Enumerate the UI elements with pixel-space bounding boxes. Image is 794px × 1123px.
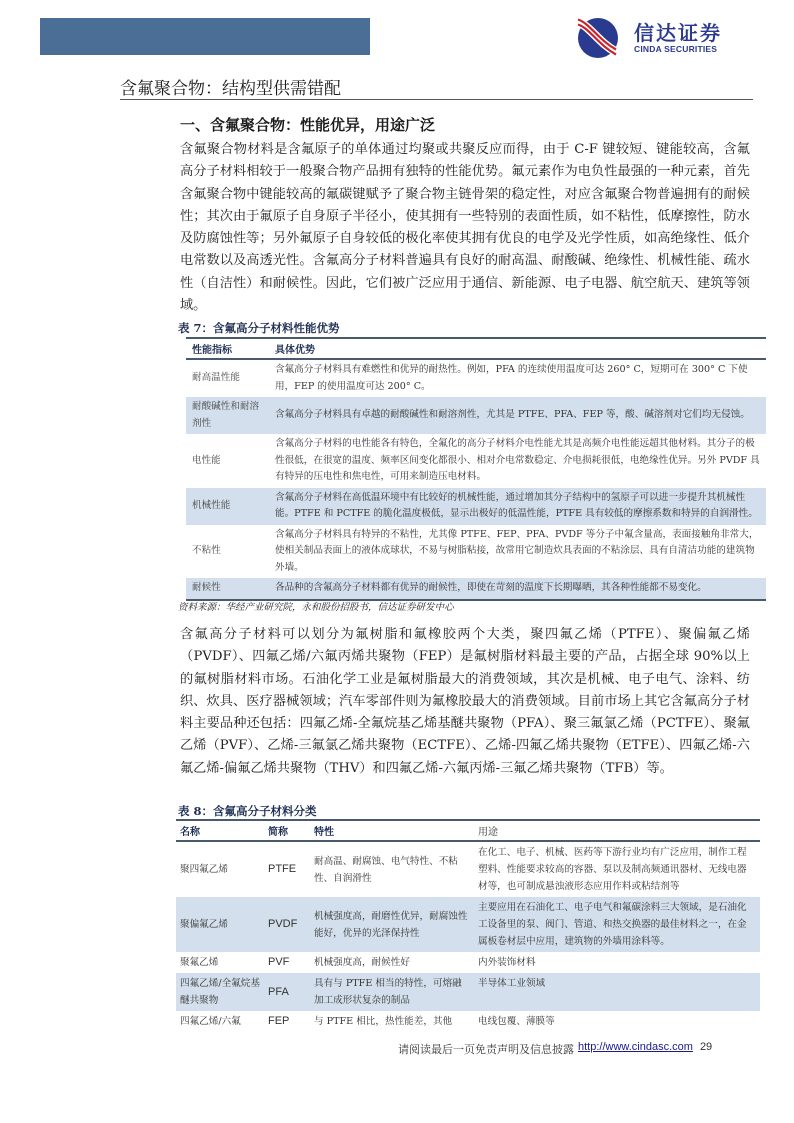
body-paragraph-2: 含氟高分子材料可以划分为氟树脂和氟橡胶两个大类，聚四氟乙烯（PTFE）、聚偏氟乙烯（PVDF）、四氟乙烯/六氟丙烯共聚物（FEP）是氟树脂材料最主要的产品，占据全球 90%以上的氟树脂材料市场。石油化学工业是氟树脂最大的消费领域，其次是机械、电子电气、涂料、纺织、炊具、医疗器械领域；汽车零部件则为氟橡胶最大的消费领域。目前市场上其它含氟高分子材料主要品种还包括：四氟乙烯-全氟烷基乙烯基醚共聚物（PFA）、聚三氟氯乙烯（PCTFE）、聚氟乙烯（PVF）、乙烯-三氟氯乙烯共聚物（ECTFE）、乙烯-四氟乙烯共聚物（ETFE）、四氟乙烯-六氟乙烯-偏氟乙烯共聚物（THV）和四氟乙烯-六氟丙烯-三氟乙烯共聚物（TFB）等。 bbox=[180, 627, 750, 776]
cinda-logo bbox=[576, 16, 766, 60]
logo-name-en: CINDA SECURITIES bbox=[634, 43, 718, 54]
table7-detail: 含氟高分子材料在高低温环境中有比较好的机械性能，通过增加其分子结构中的氢原子可以进一步提升其机械性能。PTFE 和 PCTFE 的脆化温度极低，显示出极好的低温性能，PTFE 具有较低的摩擦系数和特异的自润滑性。 bbox=[269, 488, 766, 525]
table-row bbox=[176, 1011, 760, 1032]
table8-abbr: PVDF bbox=[264, 897, 310, 952]
table7-caption: 表 7：含氟高分子材料性能优势 bbox=[178, 321, 340, 335]
table-row bbox=[176, 973, 760, 1011]
table7-metric: 耐高温性能 bbox=[192, 372, 240, 384]
table7-metric: 电性能 bbox=[192, 454, 221, 466]
table8-name: 聚偏氟乙烯 bbox=[176, 897, 264, 952]
table8-property: 耐高温、耐腐蚀、电气特性、不粘性、自润滑性 bbox=[314, 855, 458, 884]
table7-detail: 含氟高分子材料具有难燃性和优异的耐热性。例如，PFA 的连续使用温度可达 260° C，短期可在 300° C 下使用，FEP 的使用温度可达 200° C。 bbox=[275, 364, 748, 392]
table7-metric: 耐酸碱性和耐溶剂性 bbox=[186, 397, 269, 434]
table8-property: 机械强度高，耐候性好 bbox=[314, 957, 410, 968]
table7-metric: 不粘性 bbox=[192, 545, 221, 556]
section-title: 一、含氟聚合物：性能优异，用途广泛 bbox=[180, 116, 436, 134]
table8-header-usage: 用途 bbox=[474, 820, 760, 841]
table-row bbox=[186, 488, 766, 525]
table8-usage: 在化工、电子、机械、医药等下游行业均有广泛应用，制作工程塑料、性能要求较高的容器、泵以及制高频通讯器材、无线电器材等，也可制成悬浊液形态应用作料或粘结剂等 bbox=[478, 847, 747, 892]
body-paragraph-1: 含氟聚合物材料是含氟原子的单体通过均聚或共聚反应而得，由于 C-F 键较短、键能较高，含氟高分子材料相较于一般聚合物产品拥有独特的性能优势。氟元素作为电负性最强的一种元素，首先含氟聚合物中键能较高的氟碳键赋予了聚合物主链骨架的稳定性，对应含氟聚合物普遍拥有的耐候性；其次由于氟原子自身原子半径小，使其拥有一些特别的表面性质，如不粘性，低摩擦性，防水及防腐蚀性等；另外氟原子自身较低的极化率使其拥有优良的电学及光学性质，如高绝缘性、低介电常数以及高透光性。含氟高分子材料普遍具有良好的耐高温、耐酸碱、绝缘性、机械性能、疏水性（自洁性）和耐候性。因此，它们被广泛应用于通信、新能源、电子电器、航空航天、建筑等领域。 bbox=[180, 142, 750, 314]
cinda-logo-icon bbox=[576, 16, 620, 60]
logo-name-cn: 信达证券 bbox=[634, 20, 722, 45]
table7-metric: 机械性能 bbox=[186, 488, 269, 525]
table-row bbox=[186, 397, 766, 434]
table-row bbox=[176, 841, 760, 897]
table8-name: 聚四氟乙烯 bbox=[180, 864, 228, 875]
table8-name: 四氟乙烯/全氟烷基醚共聚物 bbox=[176, 973, 264, 1011]
table8-abbr: FEP bbox=[268, 1015, 290, 1027]
table-row bbox=[186, 359, 766, 397]
table8-usage: 内外装饰材料 bbox=[478, 957, 536, 968]
table-row bbox=[186, 525, 766, 579]
table-row bbox=[176, 897, 760, 952]
page-footer bbox=[398, 1041, 712, 1057]
table7-source-note: 资料来源：华经产业研究院，永和股份招股书，信达证券研发中心 bbox=[178, 602, 454, 613]
table8-usage: 半导体工业领域 bbox=[474, 973, 760, 1011]
table-row bbox=[186, 578, 766, 600]
website-link[interactable]: http://www.cindasc.com bbox=[578, 1041, 693, 1053]
table7-detail: 含氟高分子材料的电性能各有特色，全氟化的高分子材料介电性能尤其是高频介电性能远超其他材料。其分子的极性很低，在很宽的温度、频率区间变化都很小、相对介电常数稳定、介电损耗很低，电绝缘性优异。另外 PVDF 具有特异的压电性和焦电性，可用来制造压电材料。 bbox=[275, 438, 760, 482]
table7-header-detail: 具体优势 bbox=[269, 338, 766, 359]
table7-header-metric: 性能指标 bbox=[186, 338, 269, 359]
table8-caption: 表 8：含氟高分子材料分类 bbox=[178, 804, 317, 818]
chapter-title: 含氟聚合物：结构型供需错配 bbox=[120, 79, 341, 99]
page-number: 29 bbox=[699, 1041, 713, 1053]
chapter-divider bbox=[120, 99, 753, 100]
table8-abbr: PTFE bbox=[268, 863, 297, 875]
table8-property: 具有与 PTFE 相当的特性，可熔融加工成形状复杂的制品 bbox=[310, 973, 474, 1011]
table7-detail: 含氟高分子材料具有特异的不粘性，尤其像 PTFE、FEP、PFA、PVDF 等分子中氟含量高，表面接触角非常大，使相关制品表面上的液体成球状，不易与树脂粘接，故常用它制造炊具表面的不粘涂层、具有自清洁功能的建筑物外墙。 bbox=[275, 528, 759, 573]
footer-disclaimer: 请阅读最后一页免责声明及信息披露 bbox=[398, 1043, 574, 1056]
table8-usage: 主要应用在石油化工、电子电气和氟碳涂料三大领域，是石油化工设备里的泵、阀门、管道、和热交换器的最佳材料之一，在金属板卷材层中应用，建筑物的外墙用涂料等。 bbox=[474, 897, 760, 952]
table7-detail: 含氟高分子材料具有卓越的耐酸碱性和耐溶剂性，尤其是 PTFE、PFA、FEP 等，酸、碱溶剂对它们均无侵蚀。 bbox=[269, 397, 766, 434]
table8-header-name: 名称 bbox=[176, 820, 264, 841]
table7-performance-advantages bbox=[186, 337, 766, 601]
table8-header-property: 特性 bbox=[310, 820, 474, 841]
table-row bbox=[176, 952, 760, 973]
header-banner bbox=[40, 18, 370, 55]
table-row bbox=[186, 434, 766, 488]
table8-abbr: PFA bbox=[264, 973, 310, 1011]
table8-name: 聚氟乙烯 bbox=[180, 957, 219, 968]
table7-detail: 各品种的含氟高分子材料都有优异的耐候性，即使在苛刻的温度下长期曝晒，其各种性能都不易变化。 bbox=[269, 578, 766, 600]
table8-name: 四氟乙烯/六氟 bbox=[180, 1016, 241, 1027]
table8-material-classification bbox=[176, 819, 760, 1032]
table8-usage: 电线包覆、薄膜等 bbox=[478, 1016, 555, 1027]
table8-property: 与 PTFE 相比，热性能差，其他 bbox=[314, 1016, 453, 1027]
table8-abbr: PVF bbox=[268, 956, 290, 968]
table8-header-abbr: 简称 bbox=[264, 820, 310, 841]
table8-property: 机械强度高，耐磨性优异，耐腐蚀性能好，优异的光泽保持性 bbox=[310, 897, 474, 952]
table7-metric: 耐候性 bbox=[186, 578, 269, 600]
